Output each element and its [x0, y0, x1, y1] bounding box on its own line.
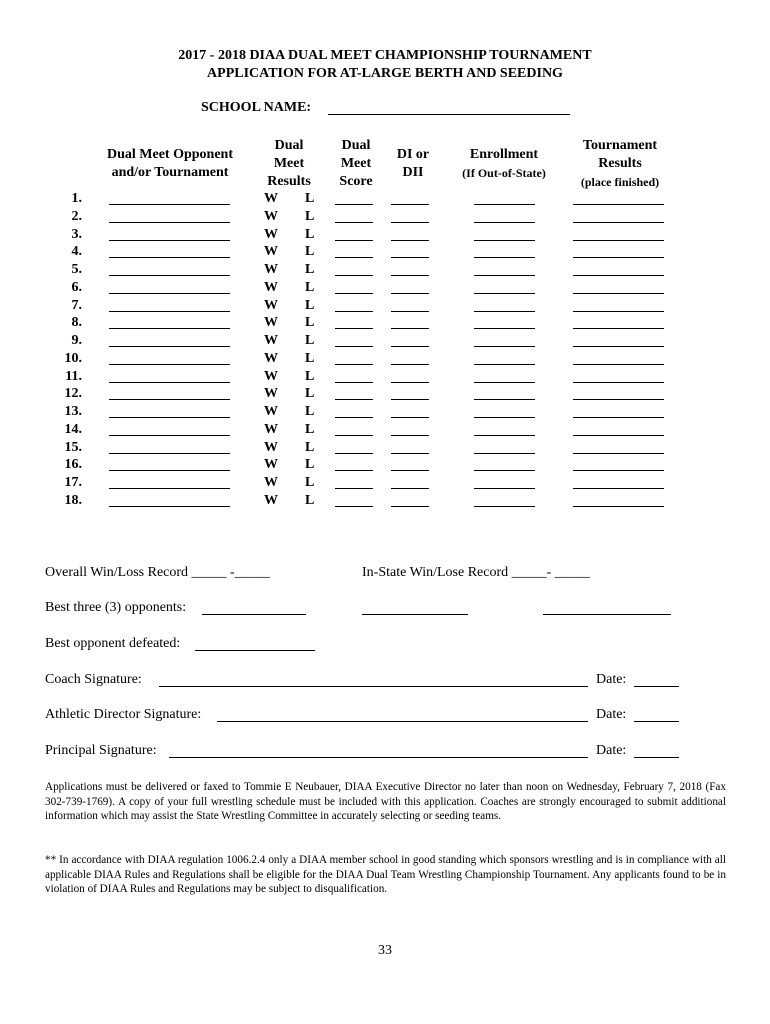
win-option[interactable]: W [264, 386, 278, 402]
best-defeated-field[interactable] [195, 650, 315, 651]
col-header-opponent: Dual Meet Opponent and/or Tournament [107, 147, 233, 180]
division-field[interactable] [391, 453, 429, 454]
enrollment-field[interactable] [474, 222, 535, 223]
tournament-result-field[interactable] [573, 346, 664, 347]
division-field[interactable] [391, 470, 429, 471]
loss-option[interactable]: L [305, 421, 315, 437]
score-field[interactable] [335, 311, 373, 312]
instate-record-field[interactable]: In-State Win/Lose Record _____- _____ [362, 565, 590, 580]
division-field[interactable] [391, 204, 429, 205]
opponent-field[interactable] [109, 257, 230, 258]
loss-option[interactable]: L [305, 262, 315, 277]
win-option[interactable]: W [264, 368, 278, 384]
opponent-field[interactable] [109, 346, 230, 347]
division-field[interactable] [391, 488, 429, 489]
tournament-result-field[interactable] [573, 506, 664, 507]
enrollment-field[interactable] [474, 453, 535, 454]
division-field[interactable] [391, 399, 429, 400]
row-number: 2. [71, 208, 82, 224]
school-name-label: SCHOOL NAME: [201, 100, 312, 115]
win-option[interactable]: W [264, 244, 278, 260]
row-number: 17. [64, 475, 82, 490]
row-number: 5. [71, 262, 82, 277]
row-number: 9. [71, 333, 82, 348]
win-option[interactable]: W [264, 208, 278, 224]
score-field[interactable] [335, 240, 373, 241]
score-field[interactable] [335, 488, 373, 489]
coach-date-label: Date: [596, 672, 627, 687]
tournament-result-field[interactable] [573, 453, 664, 454]
opponent-field[interactable] [109, 275, 230, 276]
tournament-result-field[interactable] [573, 399, 664, 400]
page-number: 33 [378, 943, 392, 958]
score-field[interactable] [335, 453, 373, 454]
opponent-field[interactable] [109, 399, 230, 400]
row-number: 6. [71, 279, 82, 295]
row-number: 8. [71, 315, 82, 331]
coach-date-field[interactable] [634, 686, 679, 687]
best-opponent-2-field[interactable] [362, 614, 468, 615]
principal-date-label: Date: [596, 743, 627, 758]
score-field[interactable] [335, 293, 373, 294]
row-number: 10. [64, 350, 82, 366]
division-field[interactable] [391, 435, 429, 436]
loss-option[interactable]: L [305, 475, 315, 490]
score-field[interactable] [335, 275, 373, 276]
best-three-label: Best three (3) opponents: [45, 600, 187, 615]
enrollment-field[interactable] [474, 382, 535, 383]
row-number: 11. [65, 368, 82, 384]
enrollment-field[interactable] [474, 488, 535, 489]
division-field[interactable] [391, 346, 429, 347]
loss-option[interactable]: L [305, 208, 315, 224]
score-field[interactable] [335, 222, 373, 223]
division-field[interactable] [391, 257, 429, 258]
loss-option[interactable]: L [305, 404, 315, 419]
tournament-result-field[interactable] [573, 222, 664, 223]
row-number: 18. [64, 492, 82, 508]
school-name-field[interactable] [328, 114, 570, 115]
win-option[interactable]: W [264, 475, 278, 490]
opponent-field[interactable] [109, 435, 230, 436]
col-header-score: Dual Meet Score [339, 138, 373, 189]
best-defeated-label: Best opponent defeated: [45, 636, 181, 651]
opponent-field[interactable] [109, 328, 230, 329]
win-option[interactable]: W [264, 439, 278, 455]
enrollment-field[interactable] [474, 328, 535, 329]
enrollment-field[interactable] [474, 399, 535, 400]
division-field[interactable] [391, 417, 429, 418]
win-option[interactable]: W [264, 279, 278, 295]
best-opponent-1-field[interactable] [202, 614, 306, 615]
principal-date-field[interactable] [634, 757, 679, 758]
row-number: 1. [71, 191, 82, 206]
loss-option[interactable]: L [305, 279, 315, 295]
coach-signature-label: Coach Signature: [45, 672, 142, 687]
win-option[interactable]: W [264, 191, 278, 206]
win-option[interactable]: W [264, 404, 278, 419]
opponent-field[interactable] [109, 382, 230, 383]
ad-date-field[interactable] [634, 721, 679, 722]
opponent-field[interactable] [109, 364, 230, 365]
opponent-field[interactable] [109, 506, 230, 507]
score-field[interactable] [335, 328, 373, 329]
loss-option[interactable]: L [305, 386, 315, 402]
division-field[interactable] [391, 240, 429, 241]
tournament-result-field[interactable] [573, 417, 664, 418]
tournament-result-field[interactable] [573, 293, 664, 294]
division-field[interactable] [391, 364, 429, 365]
row-number: 15. [64, 439, 82, 455]
loss-option[interactable]: L [305, 439, 315, 455]
opponent-field[interactable] [109, 204, 230, 205]
enrollment-field[interactable] [474, 364, 535, 365]
tournament-result-field[interactable] [573, 435, 664, 436]
loss-option[interactable]: L [305, 333, 315, 348]
division-field[interactable] [391, 506, 429, 507]
eligibility-note: ** In accordance with DIAA regulation 1006.2.4 only a DIAA member school in good standing which sponsors wrestling and is in compliance with all applicable DIAA Rules and Regulations shall be eligible for the DIAA Dual Team Wrestling Championship Tournament. Any applicants found to be in violation of DIAA Rules and Regulations may be subject to disqualification. [45, 854, 726, 896]
win-option[interactable]: W [264, 297, 278, 313]
opponent-field[interactable] [109, 453, 230, 454]
opponent-field[interactable] [109, 240, 230, 241]
col-header-enrollment: Enrollment (If Out-of-State) [462, 147, 546, 180]
win-option[interactable]: W [264, 492, 278, 508]
division-field[interactable] [391, 222, 429, 223]
loss-option[interactable]: L [305, 244, 315, 260]
score-field[interactable] [335, 399, 373, 400]
enrollment-field[interactable] [474, 346, 535, 347]
opponent-field[interactable] [109, 488, 230, 489]
principal-signature-label: Principal Signature: [45, 743, 157, 758]
win-option[interactable]: W [264, 421, 278, 437]
row-number: 13. [64, 404, 82, 419]
division-field[interactable] [391, 275, 429, 276]
loss-option[interactable]: L [305, 191, 315, 206]
win-option[interactable]: W [264, 315, 278, 331]
win-option[interactable]: W [264, 350, 278, 366]
enrollment-field[interactable] [474, 257, 535, 258]
row-number: 4. [71, 244, 82, 260]
loss-option[interactable]: L [305, 492, 315, 508]
score-field[interactable] [335, 364, 373, 365]
row-number: 16. [64, 457, 82, 473]
enrollment-field[interactable] [474, 435, 535, 436]
score-field[interactable] [335, 382, 373, 383]
row-number: 3. [71, 226, 82, 242]
enrollment-field[interactable] [474, 293, 535, 294]
coach-signature-field[interactable] [159, 686, 588, 687]
score-field[interactable] [335, 417, 373, 418]
enrollment-field[interactable] [474, 275, 535, 276]
form-title-line2: APPLICATION FOR AT-LARGE BERTH AND SEEDING [207, 66, 563, 81]
submission-instructions: Applications must be delivered or faxed to Tommie E Neubauer, DIAA Executive Director no later than noon on Wednesday, February 7, 2018 (Fax 302-739-1769). A copy of your full wrestling schedule must be included with this application. Coaches are strongly encouraged to submit additional information which may assist the State Wrestling Committee in accurately selecting or seeding teams. [45, 781, 726, 823]
tournament-result-field[interactable] [573, 470, 664, 471]
tournament-result-field[interactable] [573, 204, 664, 205]
enrollment-field[interactable] [474, 470, 535, 471]
tournament-result-field[interactable] [573, 364, 664, 365]
loss-option[interactable]: L [305, 315, 315, 331]
score-field[interactable] [335, 346, 373, 347]
row-number: 14. [64, 421, 82, 437]
opponent-field[interactable] [109, 417, 230, 418]
tournament-result-field[interactable] [573, 488, 664, 489]
tournament-result-field[interactable] [573, 328, 664, 329]
tournament-result-field[interactable] [573, 382, 664, 383]
overall-record-field[interactable]: Overall Win/Loss Record _____ -_____ [45, 565, 270, 580]
opponent-field[interactable] [109, 311, 230, 312]
enrollment-field[interactable] [474, 417, 535, 418]
loss-option[interactable]: L [305, 226, 315, 242]
tournament-result-field[interactable] [573, 311, 664, 312]
col-header-results: Dual Meet Results [267, 138, 311, 189]
win-option[interactable]: W [264, 262, 278, 277]
ad-signature-field[interactable] [217, 721, 588, 722]
enrollment-field[interactable] [474, 311, 535, 312]
col-header-tournament: Tournament Results (place finished) [580, 138, 660, 189]
score-field[interactable] [335, 506, 373, 507]
tournament-result-field[interactable] [573, 275, 664, 276]
row-number: 12. [64, 386, 82, 402]
score-field[interactable] [335, 470, 373, 471]
tournament-result-field[interactable] [573, 257, 664, 258]
form-title-line1: 2017 - 2018 DIAA DUAL MEET CHAMPIONSHIP TOURNAMENT [178, 48, 592, 63]
principal-signature-field[interactable] [169, 757, 588, 758]
enrollment-field[interactable] [474, 204, 535, 205]
col-header-division: DI or DII [396, 147, 430, 180]
loss-option[interactable]: L [305, 350, 315, 366]
opponent-field[interactable] [109, 222, 230, 223]
loss-option[interactable]: L [305, 368, 315, 384]
score-field[interactable] [335, 204, 373, 205]
win-option[interactable]: W [264, 457, 278, 473]
opponent-field[interactable] [109, 293, 230, 294]
loss-option[interactable]: L [305, 297, 315, 313]
ad-signature-label: Athletic Director Signature: [45, 707, 202, 722]
win-option[interactable]: W [264, 333, 278, 348]
division-field[interactable] [391, 293, 429, 294]
division-field[interactable] [391, 311, 429, 312]
ad-date-label: Date: [596, 707, 627, 722]
division-field[interactable] [391, 328, 429, 329]
score-field[interactable] [335, 435, 373, 436]
division-field[interactable] [391, 382, 429, 383]
enrollment-field[interactable] [474, 240, 535, 241]
tournament-result-field[interactable] [573, 240, 664, 241]
enrollment-field[interactable] [474, 506, 535, 507]
opponent-field[interactable] [109, 470, 230, 471]
win-option[interactable]: W [264, 226, 278, 242]
best-opponent-3-field[interactable] [543, 614, 671, 615]
loss-option[interactable]: L [305, 457, 315, 473]
score-field[interactable] [335, 257, 373, 258]
row-number: 7. [71, 297, 82, 313]
